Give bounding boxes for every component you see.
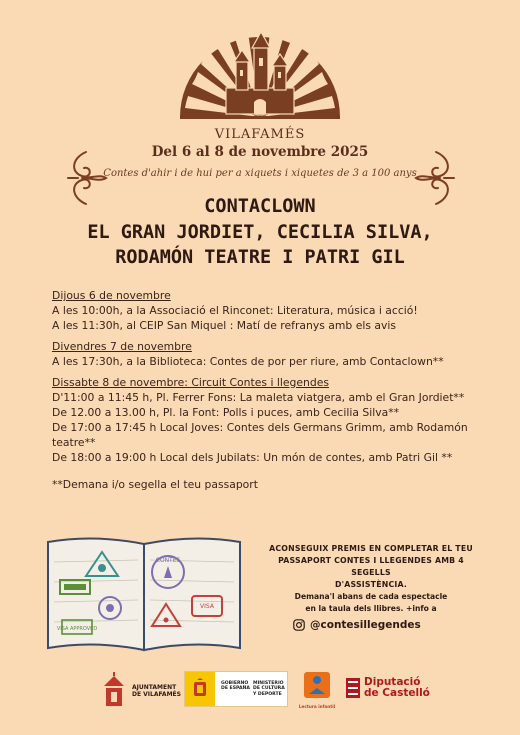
ajuntament-line-2: DE VILAFAMÉS (132, 691, 181, 698)
stamp-approved-text: VISA APPROVED (56, 626, 98, 632)
passport-illustration (44, 532, 244, 654)
promo-line-1: ACONSEGUIX PREMIS EN COMPLETAR EL TEU (269, 544, 473, 553)
ajuntament-logo (98, 668, 188, 710)
diputacio-line-1: Diputació (364, 676, 421, 688)
event-line: D'11:00 a 11:45 h, Pl. Ferrer Fons: La maleta viatgera, amb el Gran Jordiet** (52, 391, 465, 404)
ministry-line-2: DE CULTURA (253, 686, 285, 692)
town-name: VILAFAMÉS (214, 127, 306, 142)
event-dates: Del 6 al 8 de novembre 2025 (151, 144, 369, 160)
event-line: A les 11:30h, al CEIP San Miquel : Matí de refranys amb els avis (52, 319, 397, 332)
diputacio-emblem-icon (346, 678, 360, 698)
stamp-contes-text: CONTES (155, 557, 181, 564)
sponsor-logos (0, 668, 520, 714)
tagline: Contes d'ahir i de hui per a xiquets i xiquetes de 3 a 100 anys (103, 168, 417, 179)
program-schedule (52, 288, 502, 492)
gov-line-1: GOBIERNO (221, 681, 249, 686)
reading-child-icon (304, 668, 330, 702)
ajuntament-line-1: AJUNTAMENT (132, 684, 177, 691)
ministry-line-1: MINISTERIO (253, 681, 284, 686)
day-heading-thursday: Dijous 6 de novembre (52, 289, 171, 302)
event-line: De 12.00 a 13.00 h, Pl. la Font: Polls i puces, amb Cecilia Silva** (52, 406, 400, 419)
title-line-1: CONTACLOWN (204, 196, 316, 217)
title-line-3: RODAMÓN TEATRE I PATRI GIL (115, 247, 405, 268)
promo-line-2: PASSAPORT CONTES I LLEGENDES AMB 4 SEGELLS (278, 556, 464, 577)
diputacio-castello-logo (346, 672, 446, 706)
gobierno-ministerio-logo (184, 671, 288, 707)
day-heading-saturday: Dissabte 8 de novembre: Circuit Contes i llegendes (52, 376, 329, 389)
diputacio-line-2: de Castelló (364, 687, 430, 699)
instagram-link[interactable] (293, 615, 421, 635)
promo-line-5: en la taula dels llibres. +info a (305, 604, 437, 613)
event-line: De 18:00 a 19:00 h Local dels Jubilats: Un món de contes, amb Patri Gil ** (52, 451, 453, 464)
instagram-icon (293, 619, 305, 631)
promo-line-3: D'ASSISTÈNCIA. (334, 580, 408, 589)
ajuntament-crest-icon (100, 672, 128, 708)
event-line: De 17:00 a 17:45 h Local Joves: Contes dels Germans Grimm, amb Rodamón teatre** (52, 421, 468, 449)
ministry-line-3: Y DEPORTE (253, 691, 282, 697)
spain-coat-of-arms-icon (191, 678, 209, 700)
event-line: A les 10:00h, a la Associació el Rinconet: Literatura, música i acció! (52, 304, 418, 317)
promo-block (260, 543, 482, 615)
gov-line-2: DE ESPAÑA (221, 686, 250, 692)
stamp-visa-text: VISA (200, 603, 214, 610)
castle-sunburst-logo (170, 22, 350, 122)
instagram-handle: @contesillegendes (310, 619, 421, 631)
event-line: A les 17:30h, a la Biblioteca: Contes de por per riure, amb Contaclown** (52, 355, 444, 368)
promo-line-4: Demana'l abans de cada espectacle (294, 592, 448, 601)
passport-note: **Demana i/o segella el teu passaport (52, 478, 258, 491)
title-line-2: EL GRAN JORDIET, CECILIA SILVA, (87, 222, 433, 243)
day-heading-friday: Divendres 7 de novembre (52, 340, 192, 353)
lectura-label: Lectura infantil (298, 704, 336, 709)
lectura-infantil-logo (300, 668, 334, 714)
